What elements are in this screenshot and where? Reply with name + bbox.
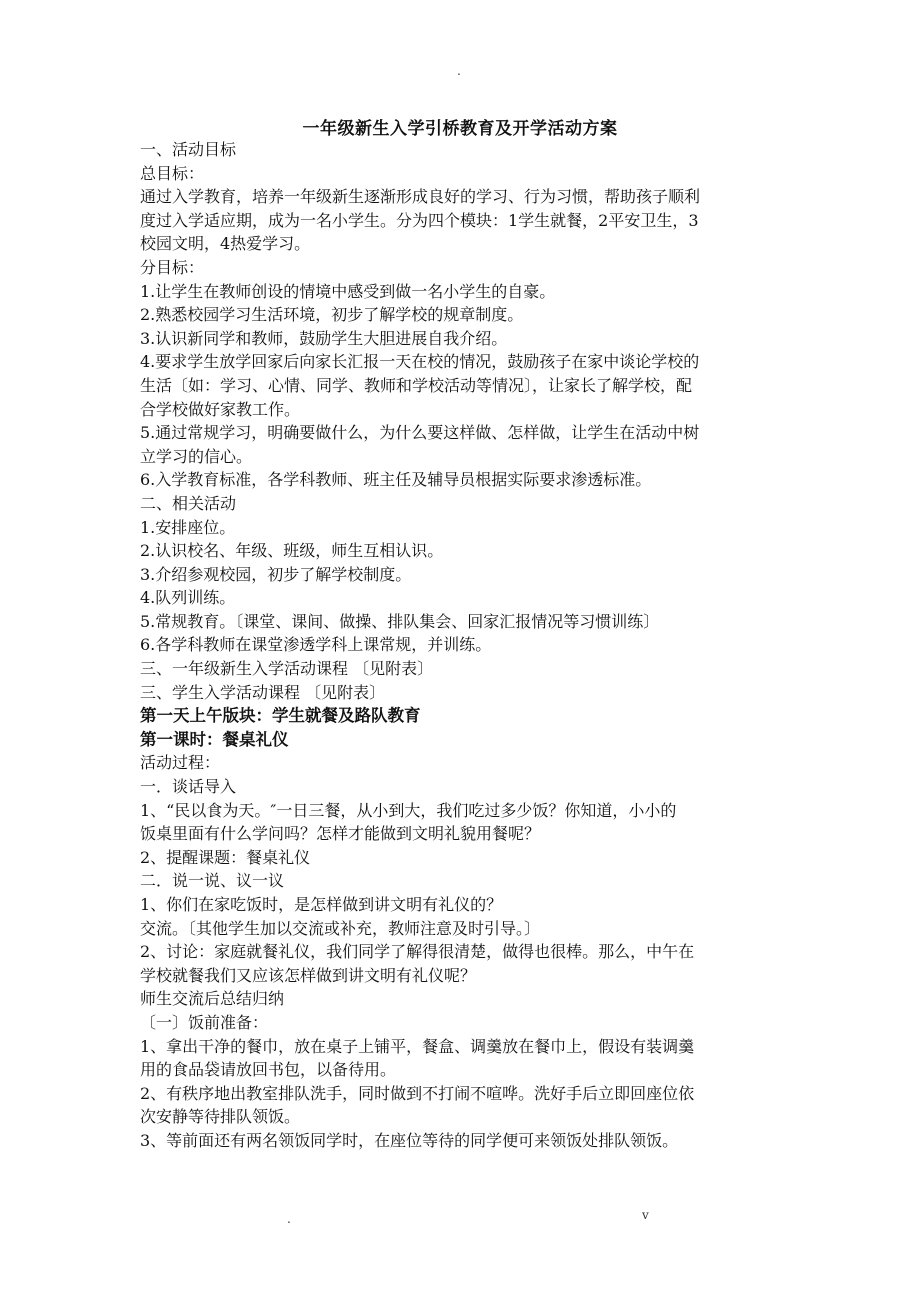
text-line: 〔一〕饭前准备： <box>140 1012 269 1032</box>
document-body <box>140 138 785 1153</box>
text-line: 3.介绍参观校园，初步了解学校制度。 <box>140 564 412 584</box>
section-heading: 第一课时：餐桌礼仪 <box>140 729 289 749</box>
footer-left-mark: . <box>287 1212 291 1226</box>
text-line: 2、提醒课题：餐桌礼仪 <box>140 847 311 867</box>
text-line: 用的食品袋请放回书包，以备待用。 <box>140 1060 397 1080</box>
footer-right-mark: v <box>642 1208 649 1222</box>
text-line: 交流。〔其他学生加以交流或补充，教师注意及时引导。〕 <box>140 918 541 938</box>
text-line: 4.要求学生放学回家后向家长汇报一天在校的情况，鼓励孩子在家中谈论学校的 <box>140 352 700 372</box>
text-line: 1、你们在家吃饭时，是怎样做到讲文明有礼仪的？ <box>140 895 503 914</box>
text-line: 2、讨论：家庭就餐礼仪，我们同学了解得很清楚，做得也很棒。那么，中午在 <box>140 942 695 962</box>
section-heading: 第一天上午版块：学生就餐及路队教育 <box>140 706 421 726</box>
text-line: 总目标： <box>140 163 205 183</box>
text-line: 6.各学科教师在课堂渗透学科上课常规，并训练。 <box>140 635 492 655</box>
text-line: 生活〔如：学习、心情、同学、教师和学校活动等情况〕，让家长了解学校，配 <box>140 375 693 395</box>
text-line: 1、拿出干净的餐巾，放在桌子上铺平，餐盒、调羹放在餐巾上，假设有装调羹 <box>140 1036 695 1056</box>
text-line: 三、学生入学活动课程 〔见附表〕 <box>140 682 386 702</box>
text-line: 1、“民以食为天。″一日三餐，从小到大，我们吃过多少饭？你知道，小小的 <box>140 800 677 820</box>
text-line: 2.认识校名、年级、班级，师生互相认识。 <box>140 541 444 561</box>
text-line: 2、有秩序地出教室排队洗手，同时做到不打闹不喧哗。洗好手后立即回座位依 <box>140 1083 695 1103</box>
text-line: 度过入学适应期，成为一名小学生。分为四个模块：1学生就餐，2平安卫生，3 <box>140 210 699 230</box>
text-line: 分目标： <box>140 257 205 277</box>
text-line: 次安静等待排队领饭。 <box>140 1107 301 1127</box>
text-line: 饭桌里面有什么学问吗？怎样才能做到文明礼貌用餐呢？ <box>140 824 541 844</box>
header-mark: . <box>457 64 461 78</box>
text-line: 1.安排座位。 <box>140 517 236 537</box>
text-line: 5.常规教育。〔课堂、课间、做操、排队集会、回家汇报情况等习惯训练〕 <box>140 611 660 631</box>
text-line: 学校就餐我们又应该怎样做到讲文明有礼仪呢？ <box>140 965 477 985</box>
text-line: 3.认识新同学和教师，鼓励学生大胆进展自我介绍。 <box>140 328 508 348</box>
text-line: 1.让学生在教师创设的情境中感受到做一名小学生的自豪。 <box>140 281 556 301</box>
text-line: 师生交流后总结归纳 <box>140 989 285 1009</box>
text-line: 4.队列训练。 <box>140 588 236 608</box>
text-line: 通过入学教育，培养一年级新生逐渐形成良好的学习、行为习惯，帮助孩子顺利 <box>140 187 701 207</box>
text-line: 6.入学教育标准，各学科教师、班主任及辅导员根据实际要求渗透标准。 <box>140 470 652 490</box>
text-line: 一．谈话导入 <box>140 777 237 797</box>
text-line: 立学习的信心。 <box>140 446 253 466</box>
text-line: 二．说一说、议一议 <box>140 871 285 891</box>
text-line: 三、一年级新生入学活动课程 〔见附表〕 <box>140 659 434 679</box>
text-line: 活动过程： <box>140 753 221 773</box>
text-line: 一、活动目标 <box>140 140 237 159</box>
document-title: 一年级新生入学引桥教育及开学活动方案 <box>302 119 618 139</box>
text-line: 5.通过常规学习，明确要做什么，为什么要这样做、怎样做，让学生在活动中树 <box>140 423 700 443</box>
text-line: 2.熟悉校园学习生活环境，初步了解学校的规章制度。 <box>140 305 524 325</box>
text-line: 二、相关活动 <box>140 493 237 513</box>
text-line: 校园文明，4热爱学习。 <box>140 234 311 254</box>
text-line: 3、等前面还有两名领饭同学时，在座位等待的同学便可来领饭处排队领饭。 <box>140 1130 679 1150</box>
text-line: 合学校做好家教工作。 <box>140 399 301 419</box>
